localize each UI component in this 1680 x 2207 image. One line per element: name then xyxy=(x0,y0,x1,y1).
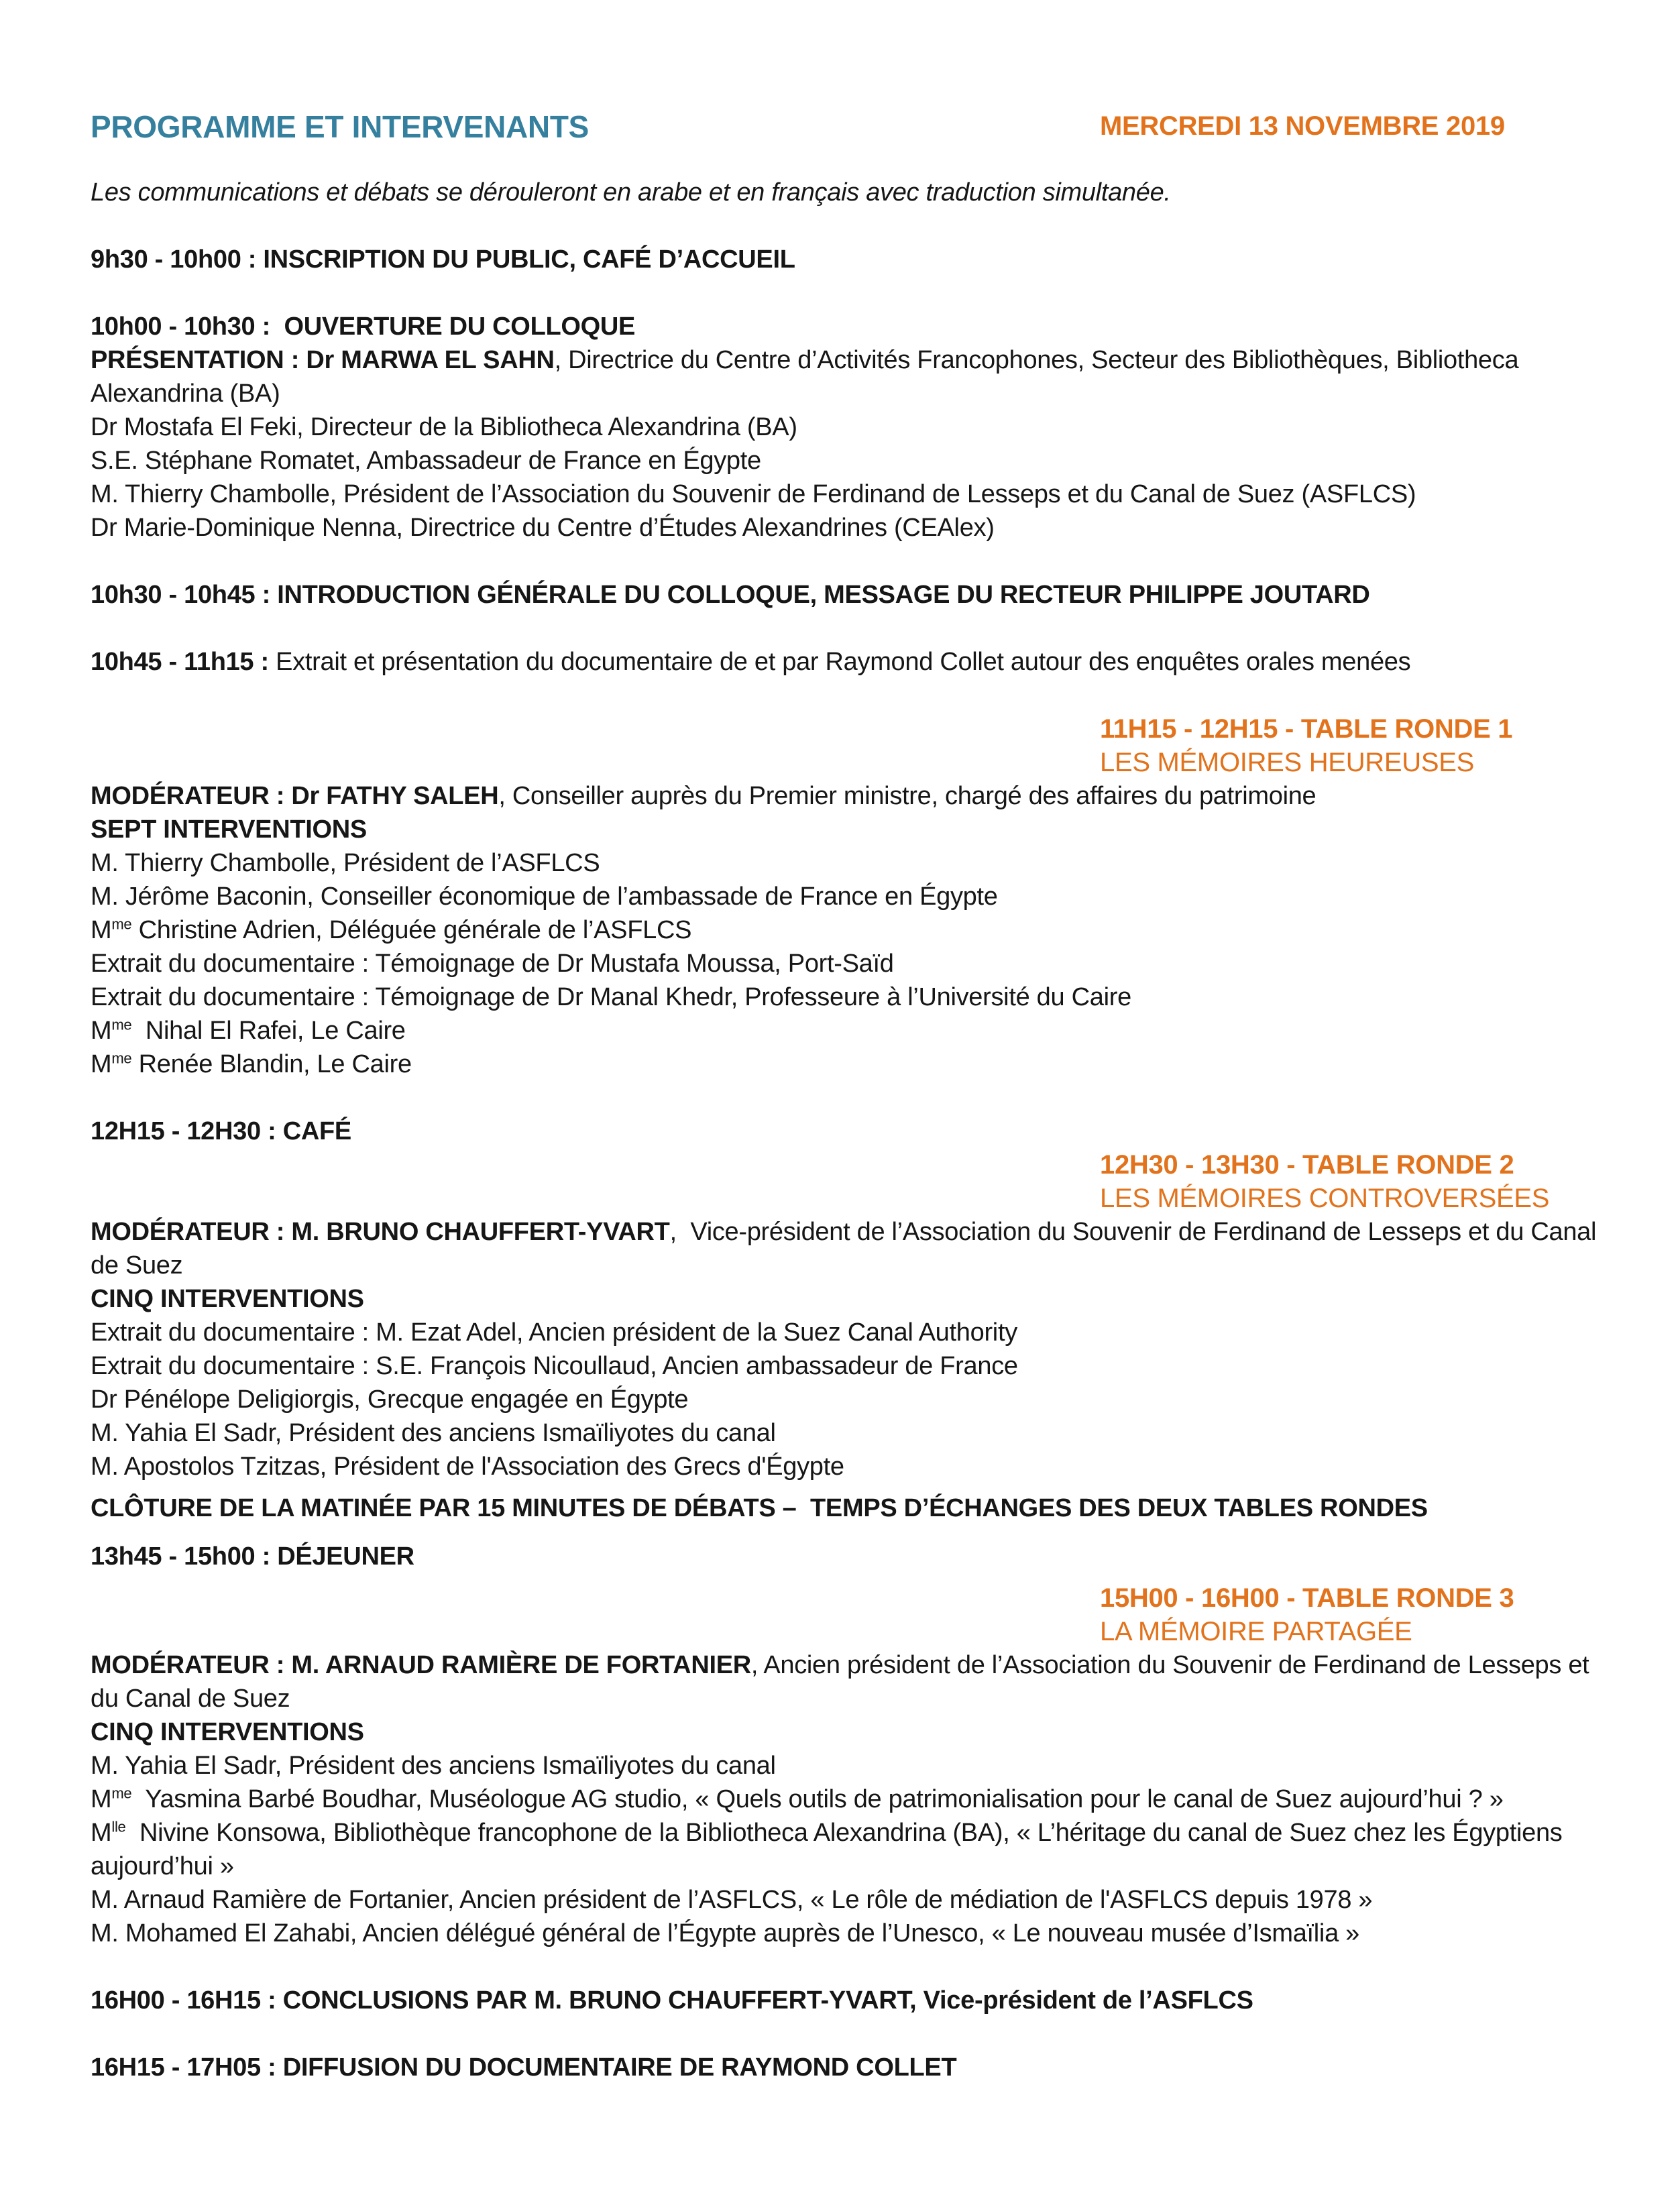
honorific-sup: me xyxy=(111,1016,132,1033)
slot-introduction-generale: 10h30 - 10h45 : INTRODUCTION GÉNÉRALE DU COLLOQUE, MESSAGE DU RECTEUR PHILIPPE JOUTARD xyxy=(91,581,1370,609)
language-note: Les communications et débats se dérouleront en arabe et en français avec traduction simultanée. xyxy=(91,178,1171,207)
documentaire-text: Extrait et présentation du documentaire de et par Raymond Collet autour des enquêtes orales menées xyxy=(276,648,1411,676)
honorific-sup: me xyxy=(111,915,132,933)
intervention-text: M. Yahia El Sadr, Président des anciens Ismaïliyotes du canal xyxy=(91,1419,776,1447)
moderator-label: MODÉRATEUR : Dr FATHY SALEH xyxy=(91,782,499,810)
intervention-text: M. Jérôme Baconin, Conseiller économique de l’ambassade de France en Égypte xyxy=(91,883,998,911)
moderator-rest: , Conseiller auprès du Premier ministre, chargé des affaires du patrimoine xyxy=(498,782,1317,810)
intervention-line xyxy=(91,913,1603,947)
session-date: MERCREDI 13 NOVEMBRE 2019 xyxy=(1100,111,1505,141)
intervention-line xyxy=(91,1816,1603,1883)
honorific: M xyxy=(91,1819,112,1847)
spacer xyxy=(91,545,1603,578)
slot-diffusion: 16H15 - 17H05 : DIFFUSION DU DOCUMENTAIRE DE RAYMOND COLLET xyxy=(91,2053,957,2082)
speaker-line: Dr Marie-Dominique Nenna, Directrice du Centre d’Études Alexandrines (CEAlex) xyxy=(91,514,995,542)
page-header xyxy=(91,101,1603,142)
intervention-text: M. Apostolos Tzitzas, Président de l'Association des Grecs d'Égypte xyxy=(91,1453,844,1481)
slot-documentaire xyxy=(91,645,1603,679)
intervention-text: Nihal El Rafei, Le Caire xyxy=(131,1017,406,1045)
table-ronde-2-moderator xyxy=(91,1215,1603,1282)
table-ronde-2-heading xyxy=(1100,1148,1603,1215)
intervention-text: Christine Adrien, Déléguée générale de l’ASFLCS xyxy=(131,916,692,944)
intervention-line xyxy=(91,1917,1603,1950)
slot-cloture: CLÔTURE DE LA MATINÉE PAR 15 MINUTES DE DÉBATS – TEMPS D’ÉCHANGES DES DEUX TABLES RONDES xyxy=(91,1494,1428,1522)
slot-registration: 9h30 - 10h00 : INSCRIPTION DU PUBLIC, CAFÉ D’ACCUEIL xyxy=(91,245,795,274)
page-title: PROGRAMME ET INTERVENANTS xyxy=(91,109,590,144)
slot-conclusions: 16H00 - 16H15 : CONCLUSIONS PAR M. BRUNO CHAUFFERT-YVART, Vice-président de l’ASFLCS xyxy=(91,1986,1253,2015)
intervention-text: Extrait du documentaire : M. Ezat Adel, Ancien président de la Suez Canal Authority xyxy=(91,1318,1017,1347)
spacer xyxy=(91,2017,1603,2051)
intervention-line xyxy=(91,980,1603,1014)
intervention-text: Renée Blandin, Le Caire xyxy=(131,1050,412,1078)
table-ronde-3-subtitle: LA MÉMOIRE PARTAGÉE xyxy=(1100,1617,1412,1646)
intervention-text: M. Thierry Chambolle, Président de l’ASFLCS xyxy=(91,849,600,877)
intervention-line xyxy=(91,1349,1603,1383)
honorific-sup: me xyxy=(111,1785,132,1802)
table-ronde-1-moderator xyxy=(91,779,1603,813)
presentation-rest: , Directrice du Centre d’Activités Francophones, Secteur des Bibliothèques, Bibliotheca Alexandrina (BA) xyxy=(91,346,1519,408)
intervention-text: M. Arnaud Ramière de Fortanier, Ancien président de l’ASFLCS, « Le rôle de médiation de l'ASFLCS depuis 1978 » xyxy=(91,1886,1373,1914)
intervention-text: Extrait du documentaire : Témoignage de Dr Mustafa Moussa, Port-Saïd xyxy=(91,950,894,978)
intervention-text: Yasmina Barbé Boudhar, Muséologue AG studio, « Quels outils de patrimonialisation pour le canal de Suez aujourd’hui ? » xyxy=(131,1785,1504,1813)
documentaire-time: 10h45 - 11h15 : xyxy=(91,648,276,676)
spacer xyxy=(91,1950,1603,1984)
moderator-label: MODÉRATEUR : M. ARNAUD RAMIÈRE DE FORTANIER xyxy=(91,1651,751,1679)
intervention-line xyxy=(91,1450,1603,1483)
intervention-line xyxy=(91,846,1603,880)
speaker-line: M. Thierry Chambolle, Président de l’Association du Souvenir de Ferdinand de Lesseps et du Canal de Suez (ASFLCS) xyxy=(91,480,1416,508)
intervention-line xyxy=(91,1383,1603,1416)
honorific-sup: me xyxy=(111,1050,132,1067)
table-ronde-3-title: 15H00 - 16H00 - TABLE RONDE 3 xyxy=(1100,1583,1514,1613)
moderator-rest: , Ancien président de l’Association du Souvenir de Ferdinand de Lesseps et du Canal de Suez xyxy=(91,1651,1589,1713)
spacer xyxy=(91,142,1603,176)
intervention-text: M. Yahia El Sadr, Président des anciens Ismaïliyotes du canal xyxy=(91,1752,776,1780)
intervention-line xyxy=(91,1782,1603,1816)
spacer xyxy=(91,276,1603,310)
table-ronde-1-subtitle: LES MÉMOIRES HEUREUSES xyxy=(1100,748,1474,777)
intervention-text: Nivine Konsowa, Bibliothèque francophone de la Bibliotheca Alexandrina (BA), « L’héritage du canal de Suez chez les Égyptiens aujourd’hui » xyxy=(91,1819,1563,1880)
slot-cafe: 12H15 - 12H30 : CAFÉ xyxy=(91,1117,351,1145)
intervention-line xyxy=(91,947,1603,980)
moderator-rest: , Vice-président de l’Association du Souvenir de Ferdinand de Lesseps et du Canal de Suez xyxy=(91,1218,1597,1280)
honorific: M xyxy=(91,1050,112,1078)
intervention-line xyxy=(91,1749,1603,1782)
table-ronde-1-count: SEPT INTERVENTIONS xyxy=(91,815,367,844)
table-ronde-3-count: CINQ INTERVENTIONS xyxy=(91,1718,364,1746)
table-ronde-1-heading xyxy=(1100,712,1603,779)
table-ronde-1-title: 11H15 - 12H15 - TABLE RONDE 1 xyxy=(1100,714,1513,744)
intervention-line xyxy=(91,1416,1603,1450)
spacer xyxy=(91,679,1603,712)
speaker-line: S.E. Stéphane Romatet, Ambassadeur de France en Égypte xyxy=(91,447,761,475)
intervention-text: M. Mohamed El Zahabi, Ancien délégué général de l’Égypte auprès de l’Unesco, « Le nouveau musée d’Ismaïlia » xyxy=(91,1919,1360,1947)
table-ronde-2-title: 12H30 - 13H30 - TABLE RONDE 2 xyxy=(1100,1150,1514,1180)
honorific-sup: lle xyxy=(111,1818,126,1835)
slot-dejeuner: 13h45 - 15h00 : DÉJEUNER xyxy=(91,1542,414,1571)
honorific: M xyxy=(91,1785,112,1813)
spacer xyxy=(91,209,1603,243)
table-ronde-3-moderator xyxy=(91,1648,1603,1715)
intervention-text: Extrait du documentaire : Témoignage de Dr Manal Khedr, Professeure à l’Université du Caire xyxy=(91,983,1131,1011)
presentation-label: PRÉSENTATION : Dr MARWA EL SAHN xyxy=(91,346,555,374)
spacer xyxy=(91,612,1603,645)
moderator-label: MODÉRATEUR : M. BRUNO CHAUFFERT-YVART xyxy=(91,1218,670,1246)
intervention-text: Dr Pénélope Deligiorgis, Grecque engagée en Égypte xyxy=(91,1385,689,1414)
honorific: M xyxy=(91,1017,112,1045)
spacer xyxy=(91,1081,1603,1115)
opening-presentation xyxy=(91,343,1603,410)
table-ronde-3-heading xyxy=(1100,1581,1603,1648)
intervention-text: Extrait du documentaire : S.E. François Nicoullaud, Ancien ambassadeur de France xyxy=(91,1352,1018,1380)
slot-opening-title: 10h00 - 10h30 : OUVERTURE DU COLLOQUE xyxy=(91,313,636,341)
table-ronde-2-subtitle: LES MÉMOIRES CONTROVERSÉES xyxy=(1100,1184,1550,1213)
table-ronde-2-count: CINQ INTERVENTIONS xyxy=(91,1285,364,1313)
intervention-line xyxy=(91,880,1603,913)
speaker-line: Dr Mostafa El Feki, Directeur de la Bibliotheca Alexandrina (BA) xyxy=(91,413,797,441)
honorific: M xyxy=(91,916,112,944)
intervention-line xyxy=(91,1014,1603,1048)
intervention-line xyxy=(91,1316,1603,1349)
intervention-line xyxy=(91,1048,1603,1081)
intervention-line xyxy=(91,1883,1603,1917)
